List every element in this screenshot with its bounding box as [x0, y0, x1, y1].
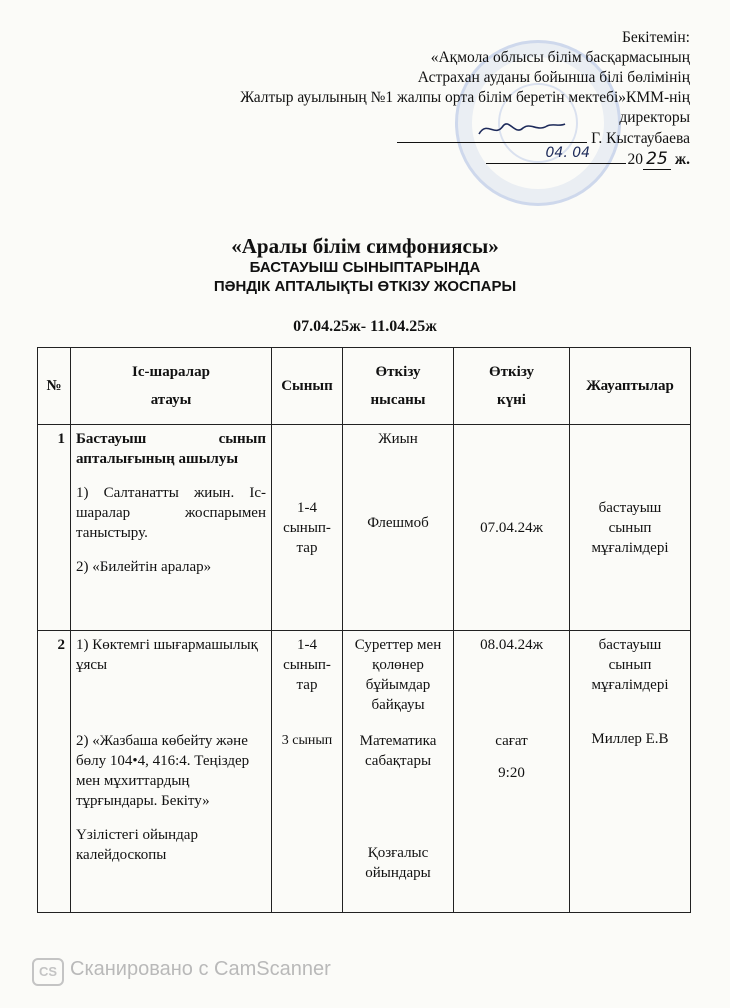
document-subtitle-2: ПӘНДІК АПТАЛЫҚТЫ ӨТКІЗУ ЖОСПАРЫ: [213, 278, 517, 295]
class-line2: сынып-: [283, 519, 331, 536]
document-title: «Аралы білім симфониясы»: [231, 234, 499, 258]
header-date: [454, 348, 570, 425]
form-cell: [343, 425, 454, 631]
header-number: №: [38, 348, 71, 425]
event-date: 08.04.24ж: [480, 637, 543, 653]
approval-block: [170, 28, 690, 170]
date-cell: [454, 631, 570, 913]
form-cell: [343, 631, 454, 913]
class-line1: 1-4: [297, 637, 317, 653]
row-number: 2: [38, 631, 71, 913]
approval-signature-row: [170, 128, 690, 149]
responsible-cell: [570, 631, 691, 913]
time-label: сағат: [495, 733, 528, 749]
responsible-line3: мұғалімдері: [591, 539, 669, 556]
class-cell: [272, 631, 343, 913]
responsible-cell: [570, 425, 691, 631]
approval-heading: Бекітемін:: [622, 29, 690, 46]
class-line3: тар: [296, 677, 318, 693]
header-form: [343, 348, 454, 425]
event-item-3: Үзілістегі ойындар калейдоскопы: [76, 827, 198, 863]
header-date-line1: Өткізу: [488, 364, 535, 380]
header-event-name: [71, 348, 272, 425]
responsible-line1: бастауыш: [598, 499, 662, 516]
form-movement-games: Қозғалыс ойындары: [365, 845, 431, 881]
row-number: 1: [38, 425, 71, 631]
event-title: Бастауыш сынып апталығының ашылуы: [76, 431, 266, 467]
title-block: [0, 234, 730, 336]
time-value: 9:20: [498, 765, 525, 781]
form-math-lessons: Математика сабақтары: [359, 733, 437, 769]
header-class: Сынып: [272, 348, 343, 425]
signature-line: [397, 128, 587, 143]
approval-position: директоры: [619, 109, 690, 126]
date-range: 07.04.25ж- 11.04.25ж: [293, 318, 437, 335]
event-name-cell: [71, 631, 272, 913]
header-responsible: Жауаптылар: [570, 348, 691, 425]
class-line1: 1-4: [297, 499, 317, 516]
form-flashmob: Флешмоб: [367, 515, 429, 531]
header-form-line1: Өткізу: [375, 364, 421, 380]
date-cell: [454, 425, 570, 631]
event-item-2: 2) «Жазбаша көбейту және бөлу 104•4, 416:4. Теңіздер мен мұхиттардың тұрғындары. Бекіту»: [76, 733, 250, 809]
handwritten-signature: [477, 118, 567, 140]
approval-org-line2: Астрахан ауданы бойынша білі бөлімінің: [417, 69, 690, 86]
responsible-line3: мұғалімдері: [591, 677, 669, 693]
event-item-1: 1) Салтанатты жиын. Іс-шаралар жоспарымен таныстыру.: [76, 485, 266, 541]
year-suffix: ж.: [674, 151, 690, 168]
camscanner-logo-icon: CS: [32, 958, 64, 986]
director-name: Г. Кыстаубаева: [591, 130, 690, 147]
year-prefix: 20: [627, 151, 643, 168]
plan-table: [37, 347, 691, 913]
table-row: [38, 425, 691, 631]
class-line2: сынып-: [283, 657, 331, 673]
class-line3: тар: [296, 539, 318, 556]
responsible-teacher: Миллер Е.В: [591, 731, 669, 747]
scanner-watermark: [0, 944, 730, 1008]
event-date: 07.04.24ж: [480, 519, 543, 536]
approval-org-line3: Жалтыр ауылының №1 жалпы орта білім беретін мектебі»КММ-нің: [240, 89, 690, 106]
event-item-2: 2) «Билейтін аралар»: [76, 559, 212, 575]
class-cell: [272, 425, 343, 631]
header-event-name-line2: атауы: [150, 392, 192, 408]
approval-org-line1: «Ақмола облысы білім басқармасының: [430, 49, 690, 66]
form-assembly: Жиын: [378, 431, 418, 447]
event-name-cell: [71, 425, 272, 631]
table-header-row: [38, 348, 691, 425]
table-row: [38, 631, 691, 913]
camscanner-text: Сканировано с CamScanner: [70, 958, 331, 980]
header-event-name-line1: Іс-шаралар: [132, 364, 210, 380]
responsible-line2: сынып: [608, 519, 652, 536]
responsible-line1: бастауыш: [598, 637, 662, 653]
header-form-line2: нысаны: [370, 392, 426, 408]
approval-date-row: [170, 145, 690, 170]
header-date-line2: күні: [497, 392, 526, 408]
handwritten-year: 25: [643, 149, 671, 170]
event-item-1: 1) Көктемгі шығармашылық ұясы: [76, 637, 258, 673]
date-line: [486, 145, 626, 164]
form-contest: Суреттер мен қолөнер бұйымдар байқауы: [354, 637, 442, 713]
handwritten-date: 04. 04: [545, 145, 591, 161]
class-grade3: 3 сынып: [281, 733, 333, 748]
document-subtitle-1: БАСТАУЫШ СЫНЫПТАРЫНДА: [249, 259, 481, 276]
responsible-line2: сынып: [608, 657, 652, 673]
